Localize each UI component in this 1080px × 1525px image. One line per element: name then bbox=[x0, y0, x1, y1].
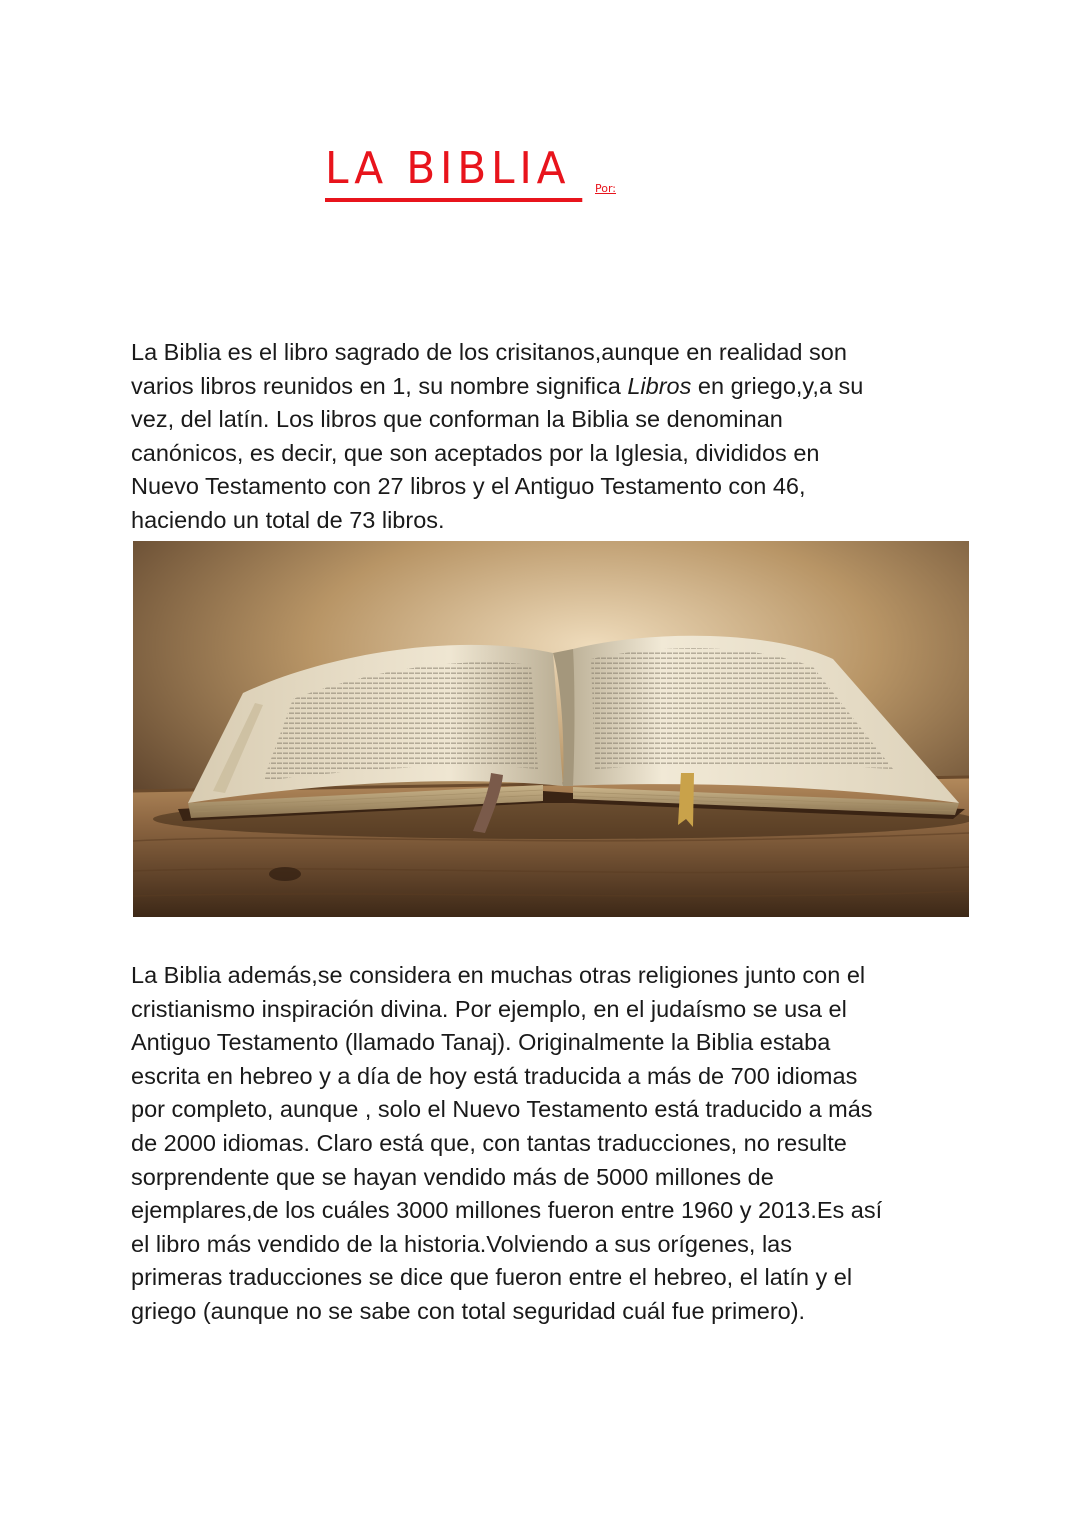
open-bible-illustration bbox=[133, 541, 969, 917]
intro-paragraph bbox=[131, 336, 961, 538]
author-label: Por: bbox=[595, 182, 617, 195]
page-title: LA BIBLIA bbox=[325, 147, 582, 202]
open-bible-photo bbox=[133, 541, 969, 917]
body-paragraph: La Biblia además,se considera en muchas otras religiones junto con el cristianismo inspiración divina. Por ejemplo, en el judaísmo se usa el Antiguo Testamento (llamado Tanaj). Originalmente la Biblia estaba escrita en hebreo y a día de hoy está traducida a más de 700 idiomas por completo, aunque , solo el Nuevo Testamento está traducido a más de 2000 idiomas. Claro está que, con tantas traducciones, no resulte sorprendente que se hayan vendido más de 5000 millones de ejemplares,de los cuáles 3000 millones fueron entre 1960 y 2013.Es así el libro más vendido de la historia.Volviendo a sus orígenes, las primeras traducciones se dice que fueron entre el hebreo, el latín y el griego (aunque no se sabe con total seguridad cuál fue primero). bbox=[131, 962, 883, 1324]
intro-italic-word: Libros bbox=[627, 372, 692, 399]
title-block bbox=[325, 138, 616, 202]
intro-text-start: La Biblia es el libro sagrado de los crisitanos,aunque en realidad son varios libros reunidos en 1, su nombre significa bbox=[131, 339, 847, 399]
intro-text-end: en griego,y,a su vez, del latín. Los libros que conforman la Biblia se denominan canónicos, es decir, que son aceptados por la Iglesia, divididos en Nuevo Testamento con 27 libros y el Antiguo Testamento con 46, haciendo un total de 73 libros. bbox=[131, 372, 864, 533]
